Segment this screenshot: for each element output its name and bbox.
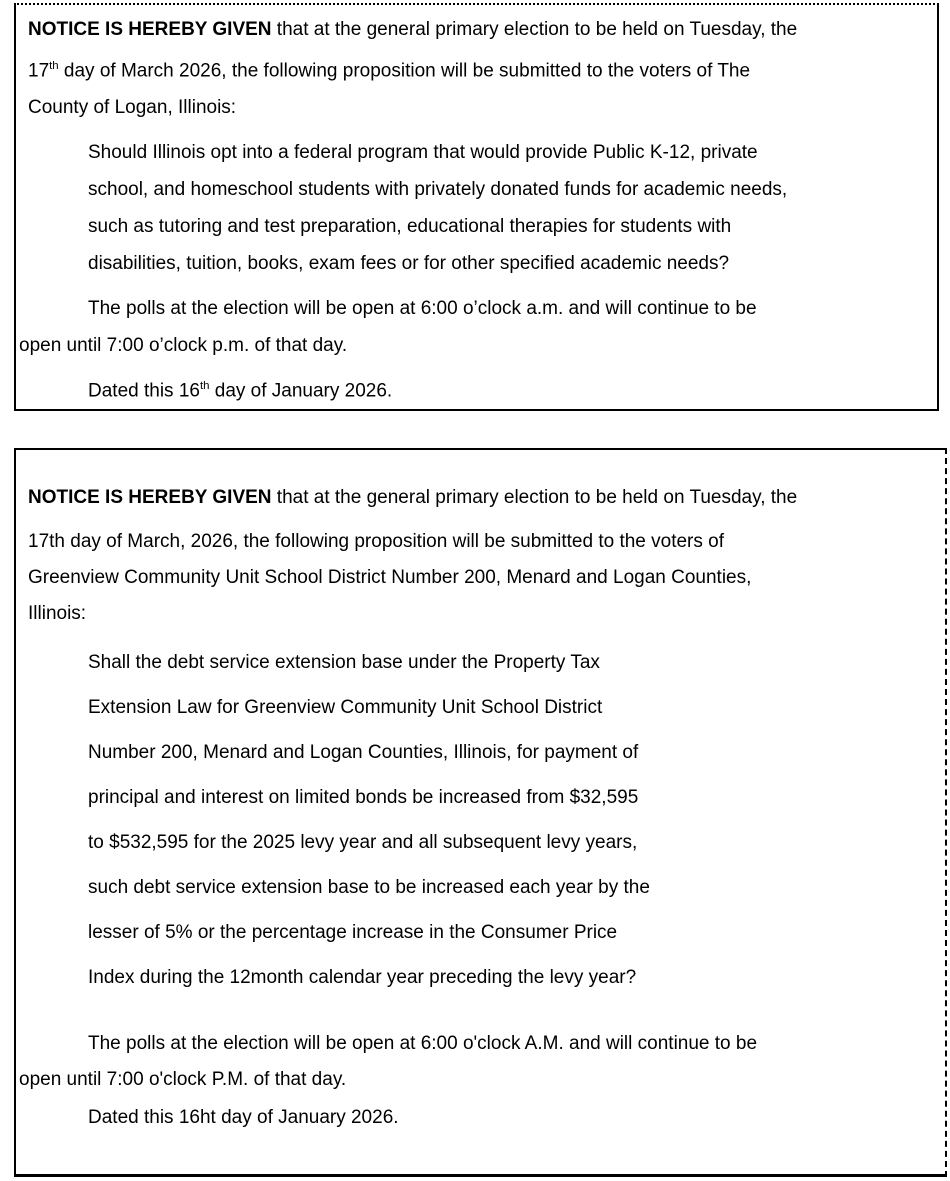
district-proposition-paragraph <box>28 640 929 1000</box>
text-line: 17th day of March, 2026, the following proposition will be submitted to the voters of <box>28 531 725 552</box>
text-line: Dated this 16ht day of January 2026. <box>88 1107 399 1128</box>
district-polls-paragraph <box>19 1026 929 1098</box>
text-line: County of Logan, Illinois: <box>28 97 237 119</box>
text-line: NOTICE IS HEREBY GIVEN that at the general primary election to be held on Tuesday, the <box>28 19 798 40</box>
text-line: 17th day of March 2026, the following proposition will be submitted to the voters of The <box>28 60 751 82</box>
text-line: The polls at the election will be open at 6:00 o'clock A.M. and will continue to be <box>88 1033 758 1054</box>
text-line: school, and homeschool students with privately donated funds for academic needs, <box>88 179 788 201</box>
text-line: NOTICE IS HEREBY GIVEN that at the general primary election to be held on Tuesday, the <box>28 487 798 508</box>
text-line: principal and interest on limited bonds be increased from $32,595 <box>88 787 639 808</box>
district-intro-paragraph <box>28 480 929 632</box>
text-line: Number 200, Menard and Logan Counties, Illinois, for payment of <box>88 742 639 763</box>
text-line: Greenview Community Unit School District Number 200, Menard and Logan Counties, <box>28 567 752 588</box>
text-line: Dated this 16th day of January 2026. <box>88 380 393 402</box>
county-notice-box <box>14 3 939 411</box>
county-proposition-paragraph <box>28 134 921 282</box>
text-line: Should Illinois opt into a federal program that would provide Public K-12, private <box>88 142 758 164</box>
text-line: such as tutoring and test preparation, educational therapies for students with <box>88 216 732 238</box>
county-intro-paragraph <box>28 11 921 126</box>
text-line: The polls at the election will be open at 6:00 o’clock a.m. and will continue to be <box>88 298 757 320</box>
text-line: Extension Law for Greenview Community Unit School District <box>88 697 603 718</box>
text-line: open until 7:00 o’clock p.m. of that day. <box>19 335 348 357</box>
text-line: Shall the debt service extension base under the Property Tax <box>88 652 600 673</box>
text-line: Index during the 12month calendar year preceding the levy year? <box>88 967 637 988</box>
text-line: to $532,595 for the 2025 levy year and all subsequent levy years, <box>88 832 638 853</box>
text-line: disabilities, tuition, books, exam fees or for other specified academic needs? <box>88 253 730 275</box>
text-line: Illinois: <box>28 603 87 624</box>
text-line: such debt service extension base to be increased each year by the <box>88 877 650 898</box>
text-line: lesser of 5% or the percentage increase in the Consumer Price <box>88 922 618 943</box>
district-dated-paragraph <box>28 1100 929 1136</box>
district-notice-box <box>14 448 947 1177</box>
text-line: open until 7:00 o'clock P.M. of that day. <box>19 1069 347 1090</box>
county-polls-paragraph <box>19 290 921 364</box>
county-dated-paragraph <box>28 368 921 409</box>
